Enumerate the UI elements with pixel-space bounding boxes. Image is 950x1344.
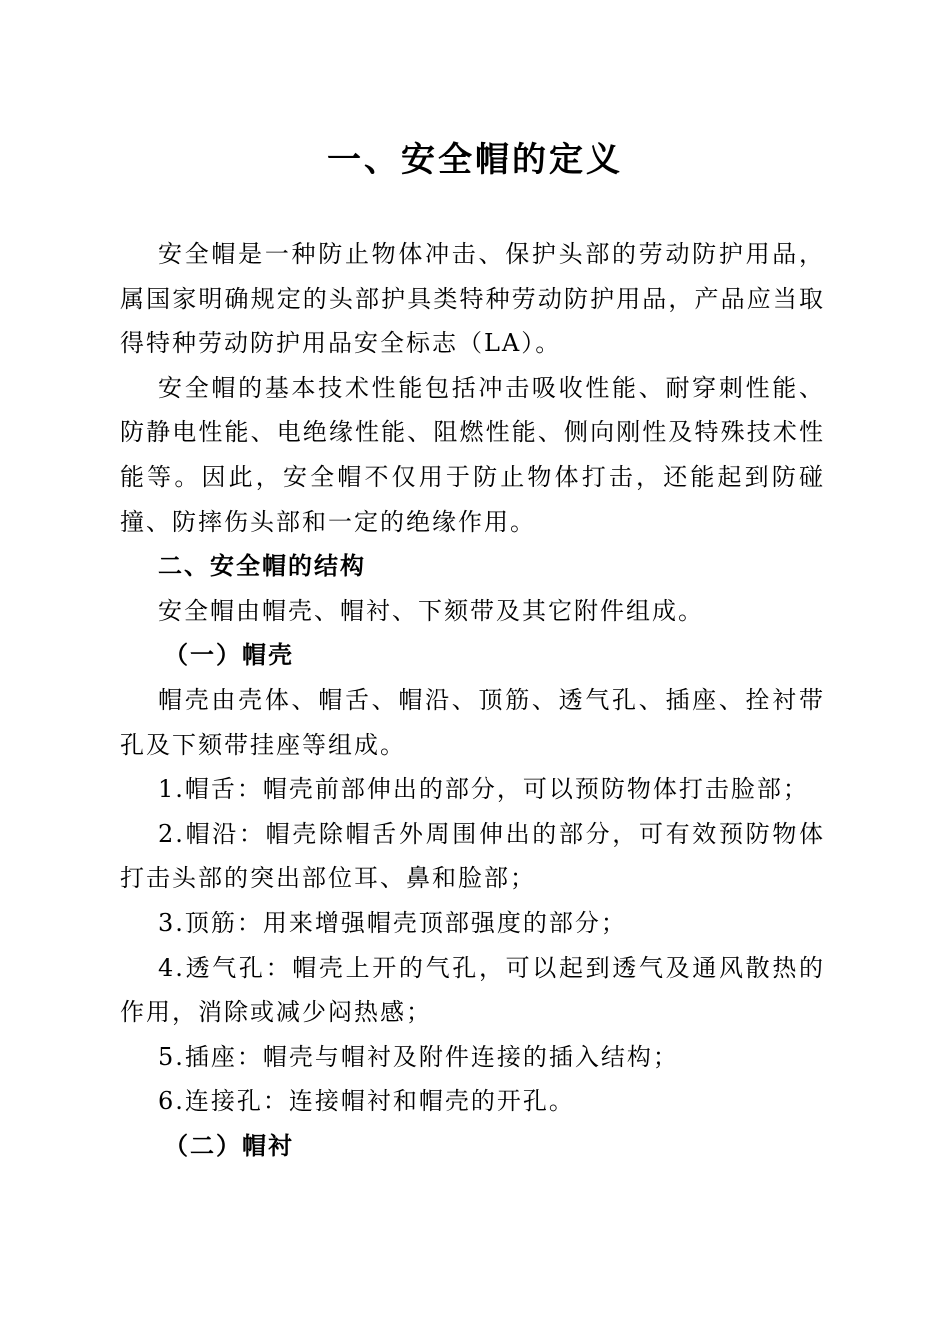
section-heading-structure: 二、安全帽的结构 xyxy=(158,552,366,581)
list-item-hole: 6.连接孔：连接帽衬和帽壳的开孔。 xyxy=(158,1087,575,1116)
list-item-vent: 4.透气孔：帽壳上开的气孔，可以起到透气及通风散热的作用，消除或减少闷热感； xyxy=(120,953,825,1027)
list-item-brim: 2.帽沿：帽壳除帽舌外周围伸出的部分，可有效预防物体打击头部的突出部位耳、鼻和脸部； xyxy=(120,819,825,893)
document-body xyxy=(120,232,825,1168)
subsection-heading-shell: （一）帽壳 xyxy=(164,641,294,670)
paragraph-definition: 安全帽是一种防止物体冲击、保护头部的劳动防护用品，属国家明确规定的头部护具类特种劳动防护用品，产品应当取得特种劳动防护用品安全标志（LA）。 xyxy=(120,240,825,358)
list-item-ridge: 3.顶筋：用来增强帽壳顶部强度的部分； xyxy=(158,908,627,937)
paragraph-shell-parts: 帽壳由壳体、帽舌、帽沿、顶筋、透气孔、插座、拴衬带孔及下颏带挂座等组成。 xyxy=(120,685,825,759)
paragraph-components: 安全帽由帽壳、帽衬、下颏带及其它附件组成。 xyxy=(158,596,704,625)
page-title: 一、安全帽的定义 xyxy=(327,140,623,180)
list-item-brim-front: 1.帽舌：帽壳前部伸出的部分，可以预防物体打击脸部； xyxy=(158,775,809,804)
paragraph-performance: 安全帽的基本技术性能包括冲击吸收性能、耐穿刺性能、防静电性能、电绝缘性能、阻燃性能、侧向刚性及特殊技术性能等。因此，安全帽不仅用于防止物体打击，还能起到防碰撞、防摔伤头部和一定的绝缘作用。 xyxy=(120,373,825,536)
list-item-socket: 5.插座：帽壳与帽衬及附件连接的插入结构； xyxy=(158,1042,679,1071)
subsection-heading-liner: （二）帽衬 xyxy=(164,1131,294,1160)
